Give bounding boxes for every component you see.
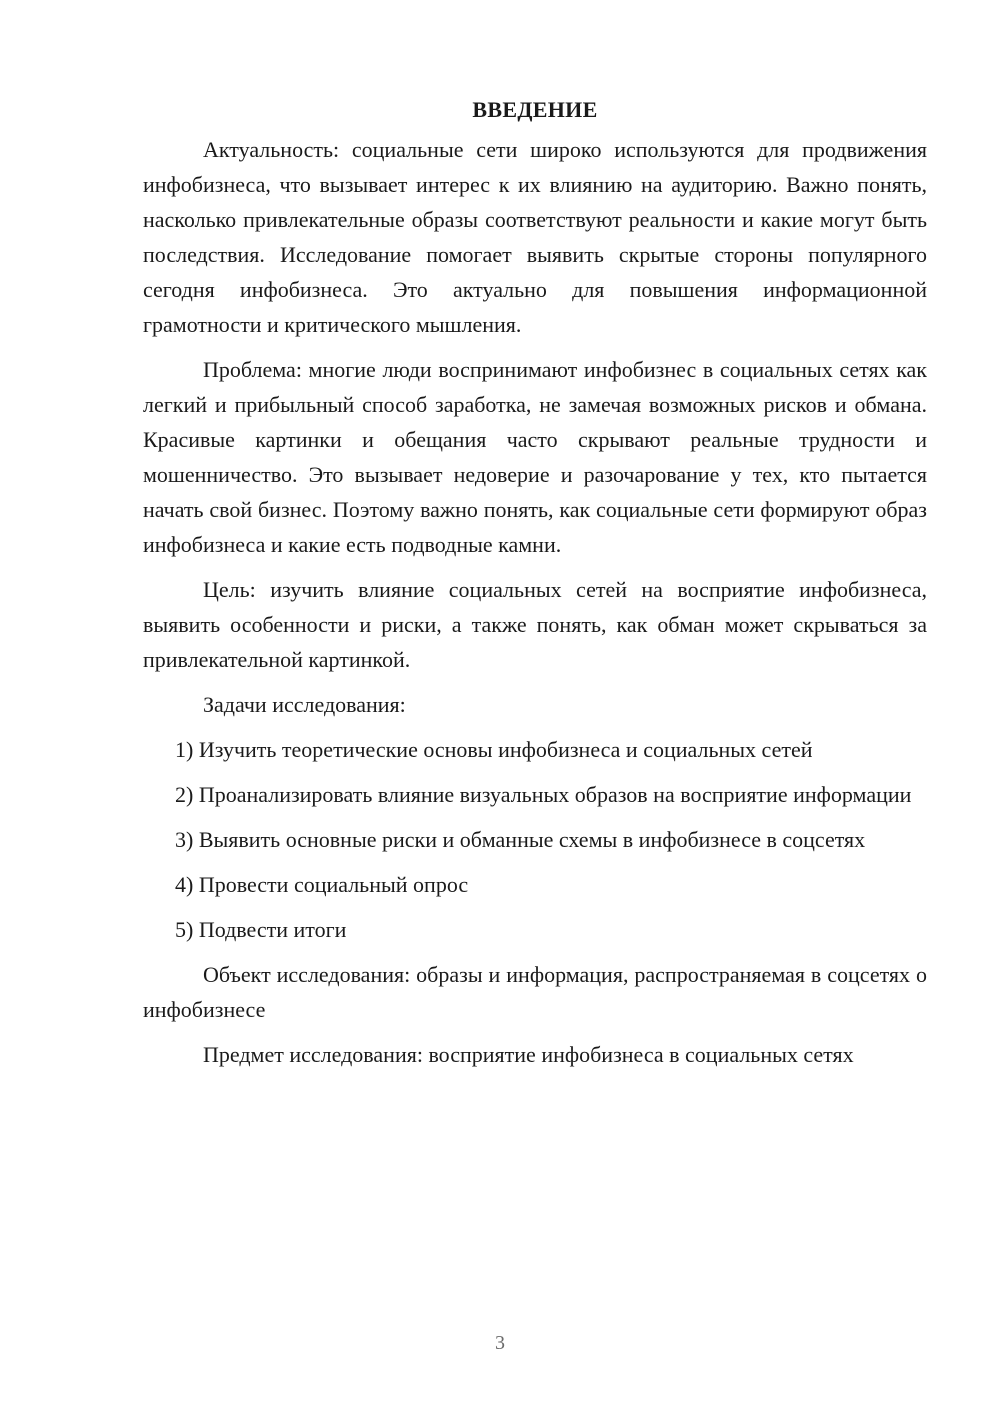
relevance-paragraph: Актуальность: социальные сети широко используются для продвижения инфобизнеса, что вызывает интерес к их влиянию на аудиторию. Важно понять, насколько привлекательные образы соответствуют реальности и какие могут быть последствия. Исследование помогает выявить скрытые стороны популярного сегодня инфобизнеса. Это актуально для повышения информационной грамотности и критического мышления. [143, 137, 927, 337]
document-heading: ВВЕДЕНИЕ [472, 97, 598, 122]
document-page [143, 92, 927, 1082]
subject-paragraph: Предмет исследования: восприятие инфобизнеса в социальных сетях [203, 1042, 854, 1067]
task-item: 3) Выявить основные риски и обманные схемы в инфобизнесе в соцсетях [175, 827, 866, 852]
goal-paragraph: Цель: изучить влияние социальных сетей на восприятие инфобизнеса, выявить особенности и риски, а также понять, как обман может скрываться за привлекательной картинкой. [143, 577, 927, 672]
page-number: 3 [495, 1332, 505, 1354]
task-item: 1) Изучить теоретические основы инфобизнеса и социальных сетей [175, 737, 813, 762]
tasks-heading: Задачи исследования: [203, 692, 406, 717]
task-item: 2) Проанализировать влияние визуальных образов на восприятие информации [175, 782, 912, 807]
task-item: 4) Провести социальный опрос [175, 872, 469, 897]
tasks-list [143, 732, 927, 947]
object-paragraph: Объект исследования: образы и информация, распространяемая в соцсетях о инфобизнесе [143, 962, 927, 1022]
problem-paragraph: Проблема: многие люди воспринимают инфобизнес в социальных сетях как легкий и прибыльный способ заработка, не замечая возможных рисков и обмана. Красивые картинки и обещания часто скрывают реальные трудности и мошенничество. Это вызывает недоверие и разочарование у тех, кто пытается начать свой бизнес. Поэтому важно понять, как социальные сети формируют образ инфобизнеса и какие есть подводные камни. [143, 357, 927, 557]
task-item: 5) Подвести итоги [175, 917, 347, 942]
